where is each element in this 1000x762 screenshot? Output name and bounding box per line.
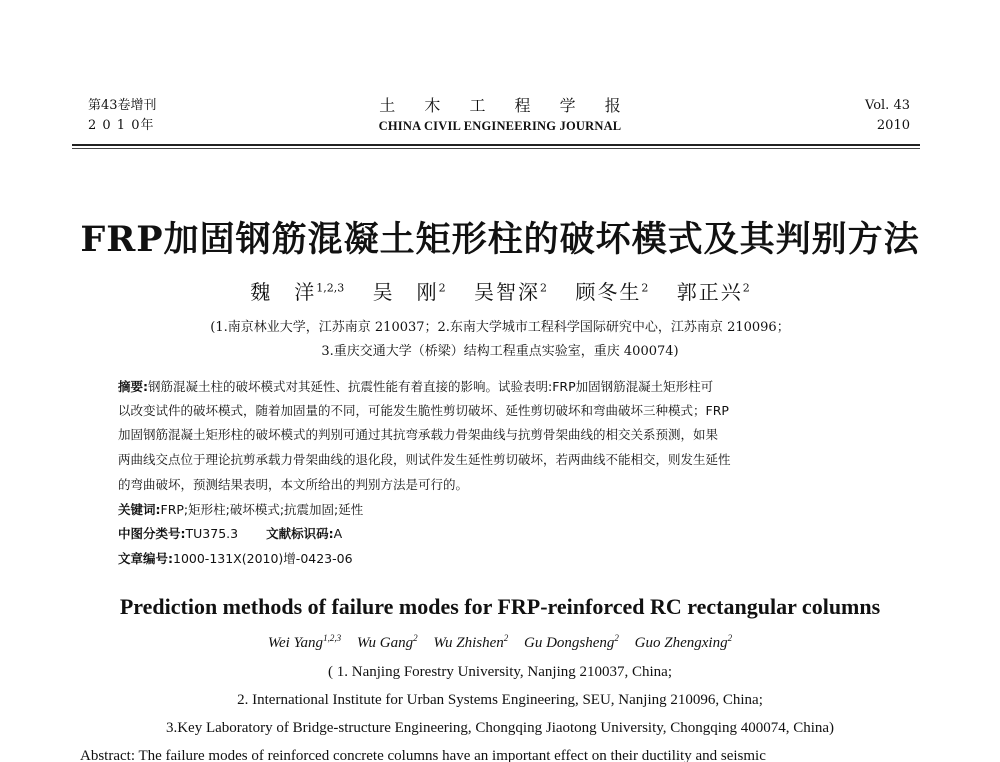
header-volume-issue: 第43卷增刊: [88, 98, 157, 113]
affiliation-en-line: 2. International Institute for Urban Systems Engineering, SEU, Nanjing 210096, China;: [237, 692, 763, 708]
affiliation-cn-line: (1.南京林业大学，江苏南京 210037；2.东南大学城市工程科学国际研究中心，江苏南京 210096；: [210, 320, 790, 335]
affiliation-en-line: ( 1. Nanjing Forestry University, Nanjing 210037, China;: [328, 664, 672, 680]
author-en: Wu Gang$^2$: [356, 633, 418, 651]
journal-title-en: CHINA CIVIL ENGINEERING JOURNAL: [378, 119, 622, 133]
abstract-cn-line: 以改变试件的破坏模式，随着加固量的不同，可能发生脆性剪切破坏、延性剪切破坏和弯曲破坏三种模式；FRP: [118, 403, 729, 418]
authors-en: [0, 633, 1000, 652]
abstract-cn-line: 两曲线交点位于理论抗剪承载力骨架曲线的退化段，则试件发生延性剪切破坏，若两曲线不能相交，则发生延性: [118, 452, 731, 467]
header-journal: [0, 96, 1000, 136]
header-vol: Vol. 43: [865, 98, 910, 113]
header-year-cn: 2 0 1 0年: [88, 118, 155, 133]
author-en: Gu Dongsheng$^2$: [524, 633, 619, 651]
header-rule-thin: [72, 148, 920, 149]
affiliation-en-line: 3.Key Laboratory of Bridge-structure Engineering, Chongqing Jiaotong University, Chongqing 400074, China): [165, 720, 835, 736]
header-volume-en: [865, 96, 910, 136]
classification-cn: 中图分类号:TU375.3 文献标识码:A: [118, 526, 343, 541]
author-en: Wu Zhishen$^2$: [433, 633, 509, 651]
abstract-en-cut: Abstract: The failure modes of reinforced concrete columns have an important effect on their ductility and seismic: [80, 748, 766, 762]
header-year: 2010: [876, 118, 910, 133]
author-cn: 顾冬生$^2$: [575, 280, 649, 304]
keywords-cn: 关键词:FRP;矩形柱;破坏模式;抗震加固;延性: [118, 502, 364, 517]
article-number-cn: 文章编号:1000-131X(2010)增-0423-06: [118, 551, 353, 566]
abstract-cn-line: 的弯曲破坏，预测结果表明，本文所给出的判别方法是可行的。: [118, 477, 469, 492]
abstract-label: 摘要:: [118, 379, 148, 394]
author-cn: 吴智深$^2$: [474, 280, 547, 304]
paper-title-cn: FRP加固钢筋混凝土矩形柱的破坏模式及其判别方法: [80, 219, 920, 260]
author-cn: 魏 洋$^{1,2,3}$: [250, 280, 345, 304]
abstract-cn-line: 加固钢筋混凝土矩形柱的破坏模式的判别可通过其抗弯承载力骨架曲线与抗剪骨架曲线的相交关系预测，如果: [118, 427, 719, 442]
author-cn: 郭正兴$^2$: [676, 280, 750, 304]
author-cn: 吴 刚$^2$: [372, 280, 446, 304]
authors-cn: [0, 276, 1000, 305]
author-en: Wei Yang$^{1,2,3}$: [267, 633, 342, 651]
header-rule-thick: [72, 144, 920, 146]
affiliation-cn-line: 3.重庆交通大学（桥梁）结构工程重点实验室，重庆 400074): [321, 344, 679, 359]
journal-title-cn: 土 木 工 程 学 报: [379, 96, 633, 115]
paper-title-en: Prediction methods of failure modes for FRP-reinforced RC rectangular columns: [119, 594, 881, 619]
abstract-cn-line: 摘要:钢筋混凝土柱的破坏模式对其延性、抗震性能有着直接的影响。试验表明:FRP加固钢筋混凝土矩形柱可: [118, 379, 714, 394]
author-en: Guo Zhengxing$^2$: [634, 633, 733, 651]
